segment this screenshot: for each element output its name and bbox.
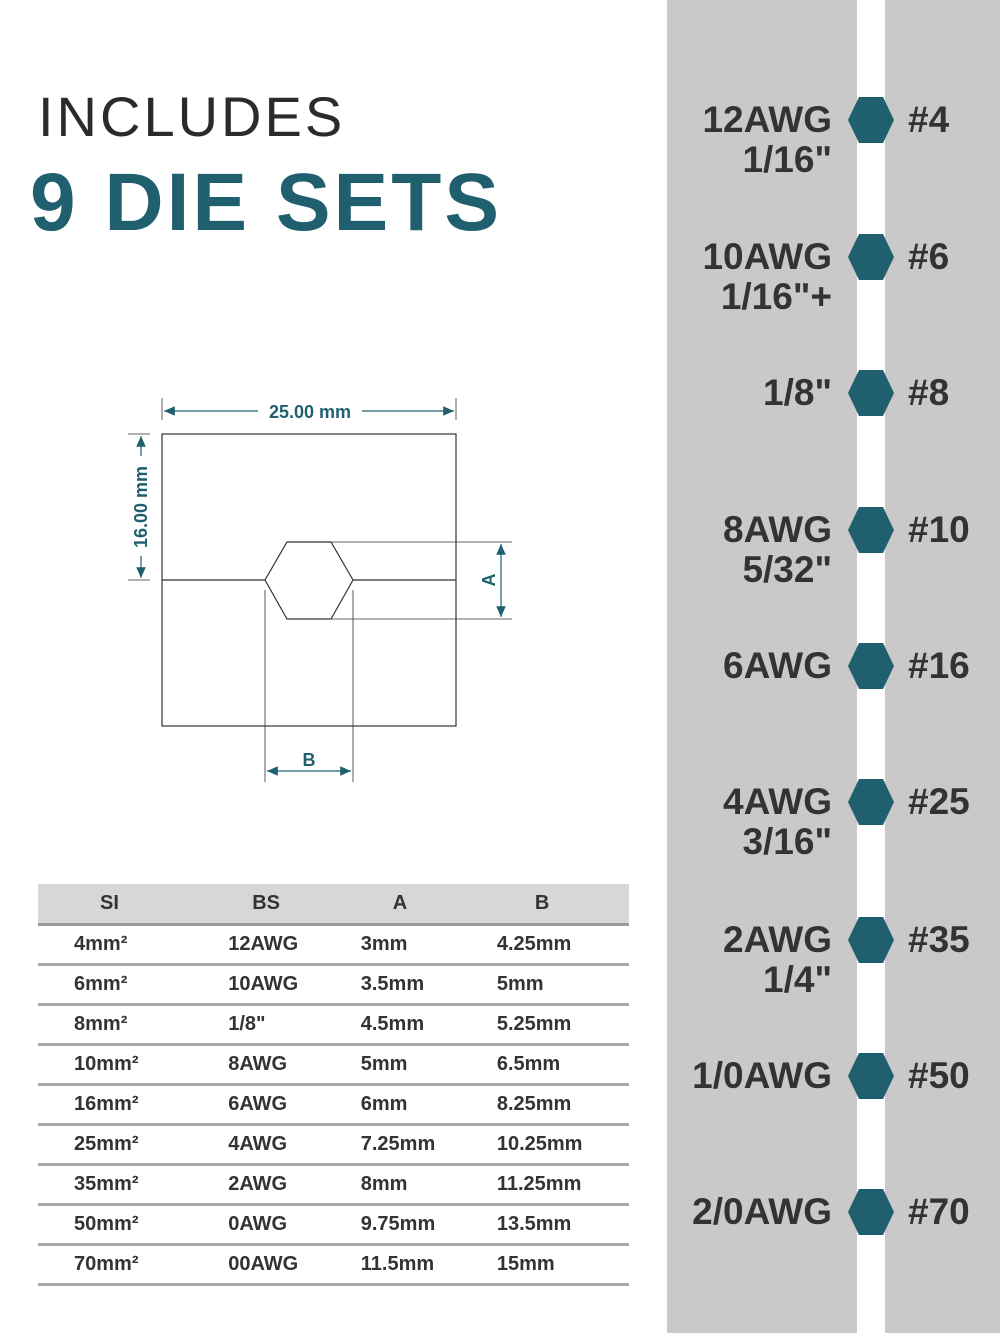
die-row [667,1191,1000,1232]
cell-si: 16mm² [38,1085,228,1125]
cell-a: 8mm [361,1165,497,1205]
hex-cavity [265,542,353,619]
die-size-label: 8AWG 5/32" [723,509,832,590]
cell-si: 25mm² [38,1125,228,1165]
cell-a: 4.5mm [361,1005,497,1045]
table-row [38,1125,629,1165]
cell-b: 4.25mm [497,925,629,965]
hexagon-icon [847,915,895,965]
cell-bs: 0AWG [228,1205,361,1245]
cell-a: 9.75mm [361,1205,497,1245]
hexagon-icon [847,1187,895,1237]
die-row [667,645,1000,686]
width-dimension-label: 25.00 mm [268,402,352,422]
cell-a: 3.5mm [361,965,497,1005]
cell-a: 11.5mm [361,1245,497,1285]
cell-a: 6mm [361,1085,497,1125]
table-header-row [38,884,629,925]
die-sets-heading: 9 DIE SETS [30,157,503,248]
cell-si: 35mm² [38,1165,228,1205]
cell-si: 4mm² [38,925,228,965]
die-size-label: 1/0AWG [692,1055,832,1096]
die-dimension-diagram [120,390,540,790]
table-row [38,1085,629,1125]
die-number: #16 [908,645,970,686]
die-size-label: 10AWG 1/16"+ [702,236,832,317]
cell-b: 8.25mm [497,1085,629,1125]
die-number: #4 [908,99,950,140]
cell-bs: 12AWG [228,925,361,965]
includes-heading: INCLUDES [38,85,346,148]
die-size-label: 6AWG [723,645,832,686]
cell-b: 15mm [497,1245,629,1285]
cell-bs: 1/8" [228,1005,361,1045]
cell-si: 50mm² [38,1205,228,1245]
table-row [38,1005,629,1045]
b-dimension-label: B [302,750,316,770]
hexagon-icon [847,641,895,691]
cell-b: 13.5mm [497,1205,629,1245]
hexagon-icon [847,505,895,555]
hexagon-icon [847,368,895,418]
table-row [38,1205,629,1245]
cell-bs: 00AWG [228,1245,361,1285]
die-size-label: 1/8" [763,372,832,413]
table-row [38,965,629,1005]
table-row [38,925,629,965]
die-number: #6 [908,236,950,277]
hexagon-icon [847,232,895,282]
header-a: A [361,884,497,925]
cell-b: 5.25mm [497,1005,629,1045]
table-row [38,1045,629,1085]
cell-si: 6mm² [38,965,228,1005]
cell-a: 3mm [361,925,497,965]
cell-bs: 2AWG [228,1165,361,1205]
header-si: SI [38,884,228,925]
cell-b: 6.5mm [497,1045,629,1085]
header-b: B [497,884,629,925]
die-number: #8 [908,372,950,413]
cell-si: 10mm² [38,1045,228,1085]
die-row [667,236,1000,317]
table-row [38,1245,629,1285]
cell-b: 11.25mm [497,1165,629,1205]
cell-si: 8mm² [38,1005,228,1045]
cell-bs: 6AWG [228,1085,361,1125]
die-row [667,99,1000,180]
die-size-label: 4AWG 3/16" [723,781,832,862]
height-dimension-label: 16.00 mm [131,465,151,549]
die-number: #70 [908,1191,970,1232]
header-bs: BS [228,884,361,925]
die-number: #10 [908,509,970,550]
die-number: #35 [908,919,970,960]
cell-b: 5mm [497,965,629,1005]
die-row [667,509,1000,590]
hexagon-icon [847,1051,895,1101]
cell-bs: 8AWG [228,1045,361,1085]
die-row [667,1055,1000,1096]
die-row [667,781,1000,862]
die-size-label: 2/0AWG [692,1191,832,1232]
cell-a: 5mm [361,1045,497,1085]
cell-b: 10.25mm [497,1125,629,1165]
cell-bs: 4AWG [228,1125,361,1165]
die-number: #50 [908,1055,970,1096]
die-size-label: 2AWG 1/4" [723,919,832,1000]
cell-a: 7.25mm [361,1125,497,1165]
die-row [667,919,1000,1000]
cell-si: 70mm² [38,1245,228,1285]
die-row [667,372,1000,413]
die-spec-table [38,884,629,1286]
die-size-label: 12AWG 1/16" [702,99,832,180]
die-number: #25 [908,781,970,822]
table-row [38,1165,629,1205]
hexagon-icon [847,95,895,145]
cell-bs: 10AWG [228,965,361,1005]
hexagon-icon [847,777,895,827]
a-dimension-label: A [479,573,499,587]
